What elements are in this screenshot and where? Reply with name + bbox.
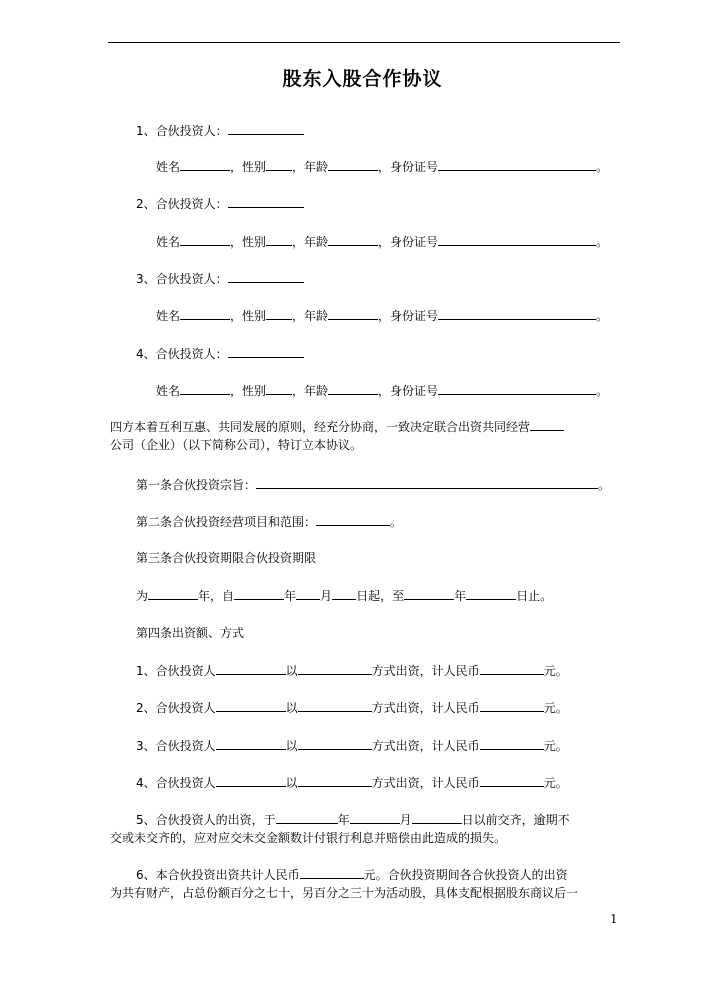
blank-field <box>180 307 230 320</box>
blank-field <box>300 866 364 879</box>
contrib-text: 合伙投资人 <box>155 739 216 753</box>
gender-label: ，性别 <box>230 384 267 398</box>
blank-field <box>276 811 338 824</box>
contrib-text: 合伙投资人 <box>155 776 216 790</box>
gender-label: ，性别 <box>230 235 267 249</box>
item-6-line-1 <box>136 866 568 883</box>
age-label: ，年龄 <box>292 309 329 323</box>
term-text: 年 <box>284 589 297 603</box>
contrib-text: 方式出资，计人民币 <box>371 701 480 715</box>
blank-field <box>216 699 286 712</box>
investor-4-line <box>136 345 304 362</box>
term-text: 年 <box>454 589 467 603</box>
blank-field <box>216 774 286 787</box>
item-5-text: 5、合伙投资人的出资，于 <box>136 813 276 827</box>
term-text: 年，自 <box>198 589 235 603</box>
blank-field <box>216 662 286 675</box>
investor-number: 3、 <box>136 272 156 286</box>
item-5-text: 日以前交齐，逾期不 <box>461 813 570 827</box>
blank-field <box>296 587 320 600</box>
blank-field <box>180 233 230 246</box>
blank-field <box>328 158 378 171</box>
blank-field <box>266 233 292 246</box>
blank-field <box>466 587 516 600</box>
period: 。 <box>596 235 609 249</box>
investor-2-details <box>156 233 608 250</box>
blank-field <box>328 382 378 395</box>
blank-field <box>228 270 304 283</box>
name-label: 姓名 <box>156 235 181 249</box>
blank-field <box>480 662 544 675</box>
contrib-text: 合伙投资人 <box>155 664 216 678</box>
blank-field <box>298 774 372 787</box>
contribution-row <box>136 699 568 716</box>
item-5-line-1 <box>136 811 570 828</box>
contrib-text: 方式出资，计人民币 <box>371 664 480 678</box>
row-number: 4、 <box>136 776 156 790</box>
investor-4-details <box>156 382 608 399</box>
period: 。 <box>596 309 609 323</box>
contrib-text: 元。 <box>543 776 568 790</box>
blank-field <box>266 382 292 395</box>
blank-field <box>228 345 304 358</box>
term-text: 日止。 <box>516 589 553 603</box>
intro-line-1 <box>110 418 564 435</box>
contrib-text: 以 <box>285 776 298 790</box>
blank-field <box>530 418 564 431</box>
id-label: ，身份证号 <box>378 235 439 249</box>
item-6-text: 6、本合伙投资出资共计人民币 <box>136 868 300 882</box>
item-6-line-2: 为共有财产，占总份额百分之七十，另百分之三十为活动股，具体支配根据股东商议后一 <box>110 886 579 900</box>
investor-number: 4、 <box>136 347 156 361</box>
period: 。 <box>390 515 403 529</box>
investor-1-details <box>156 158 608 175</box>
header-rule <box>108 42 620 43</box>
term-line <box>136 587 552 604</box>
item-5-text: 月 <box>399 813 412 827</box>
article-2-label: 第二条合伙投资经营项目和范围： <box>136 515 317 529</box>
blank-field <box>438 158 596 171</box>
blank-field <box>316 513 390 526</box>
investor-label: 合伙投资人： <box>155 197 228 211</box>
term-text: 月 <box>320 589 333 603</box>
blank-field <box>180 382 230 395</box>
blank-field <box>148 587 198 600</box>
id-label: ，身份证号 <box>378 309 439 323</box>
investor-3-line <box>136 270 304 287</box>
row-number: 1、 <box>136 664 156 678</box>
term-text: 为 <box>136 589 149 603</box>
investor-label: 合伙投资人： <box>155 347 228 361</box>
id-label: ，身份证号 <box>378 384 439 398</box>
blank-field <box>404 587 454 600</box>
item-5-line-2: 交或未交齐的，应对应交未交金额数计付银行利息并赔偿由此造成的损失。 <box>110 831 507 845</box>
row-number: 3、 <box>136 739 156 753</box>
name-label: 姓名 <box>156 384 181 398</box>
blank-field <box>298 662 372 675</box>
article-1 <box>136 476 610 493</box>
age-label: ，年龄 <box>292 160 329 174</box>
blank-field <box>328 233 378 246</box>
investor-3-details <box>156 307 608 324</box>
row-number: 2、 <box>136 701 156 715</box>
blank-field <box>350 811 400 824</box>
name-label: 姓名 <box>156 160 181 174</box>
investor-2-line <box>136 195 304 212</box>
contrib-text: 以 <box>285 701 298 715</box>
item-5-text: 年 <box>337 813 350 827</box>
contrib-text: 以 <box>285 664 298 678</box>
blank-field <box>328 307 378 320</box>
intro-line-2: 公司（企业）（以下简称公司），特订立本协议。 <box>110 438 363 452</box>
contribution-row <box>136 774 568 791</box>
contrib-text: 方式出资，计人民币 <box>371 739 480 753</box>
blank-field <box>256 476 598 489</box>
contrib-text: 元。 <box>543 664 568 678</box>
contribution-row <box>136 737 568 754</box>
contrib-text: 合伙投资人 <box>155 701 216 715</box>
contrib-text: 元。 <box>543 701 568 715</box>
item-6-text: 元。合伙投资期间各合伙投资人的出资 <box>363 868 568 882</box>
period: 。 <box>596 160 609 174</box>
blank-field <box>332 587 356 600</box>
id-label: ，身份证号 <box>378 160 439 174</box>
blank-field <box>266 307 292 320</box>
page-number: 1 <box>610 912 618 926</box>
blank-field <box>298 699 372 712</box>
blank-field <box>228 195 304 208</box>
age-label: ，年龄 <box>292 235 329 249</box>
article-2 <box>136 513 402 530</box>
blank-field <box>480 699 544 712</box>
investor-label: 合伙投资人： <box>155 272 228 286</box>
gender-label: ，性别 <box>230 309 267 323</box>
blank-field <box>438 233 596 246</box>
investor-number: 2、 <box>136 197 156 211</box>
age-label: ，年龄 <box>292 384 329 398</box>
period: 。 <box>598 478 611 492</box>
blank-field <box>228 122 304 135</box>
contrib-text: 方式出资，计人民币 <box>371 776 480 790</box>
document-title: 股东入股合作协议 <box>282 68 443 90</box>
blank-field <box>480 774 544 787</box>
investor-label: 合伙投资人： <box>155 124 228 138</box>
article-1-label: 第一条合伙投资宗旨： <box>136 478 257 492</box>
blank-field <box>216 737 286 750</box>
term-text: 日起，至 <box>356 589 405 603</box>
investor-number: 1、 <box>136 124 156 138</box>
blank-field <box>480 737 544 750</box>
period: 。 <box>596 384 609 398</box>
blank-field <box>438 382 596 395</box>
contrib-text: 元。 <box>543 739 568 753</box>
gender-label: ，性别 <box>230 160 267 174</box>
blank-field <box>234 587 284 600</box>
article-3: 第三条合伙投资期限合伙投资期限 <box>136 551 317 565</box>
blank-field <box>298 737 372 750</box>
article-4: 第四条出资额、方式 <box>136 626 245 640</box>
blank-field <box>180 158 230 171</box>
intro-text: 四方本着互利互惠、共同发展的原则，经充分协商，一致决定联合出资共同经营 <box>110 420 531 434</box>
blank-field <box>266 158 292 171</box>
contribution-row <box>136 662 568 679</box>
blank-field <box>412 811 462 824</box>
investor-1-line <box>136 122 304 139</box>
blank-field <box>438 307 596 320</box>
name-label: 姓名 <box>156 309 181 323</box>
contrib-text: 以 <box>285 739 298 753</box>
